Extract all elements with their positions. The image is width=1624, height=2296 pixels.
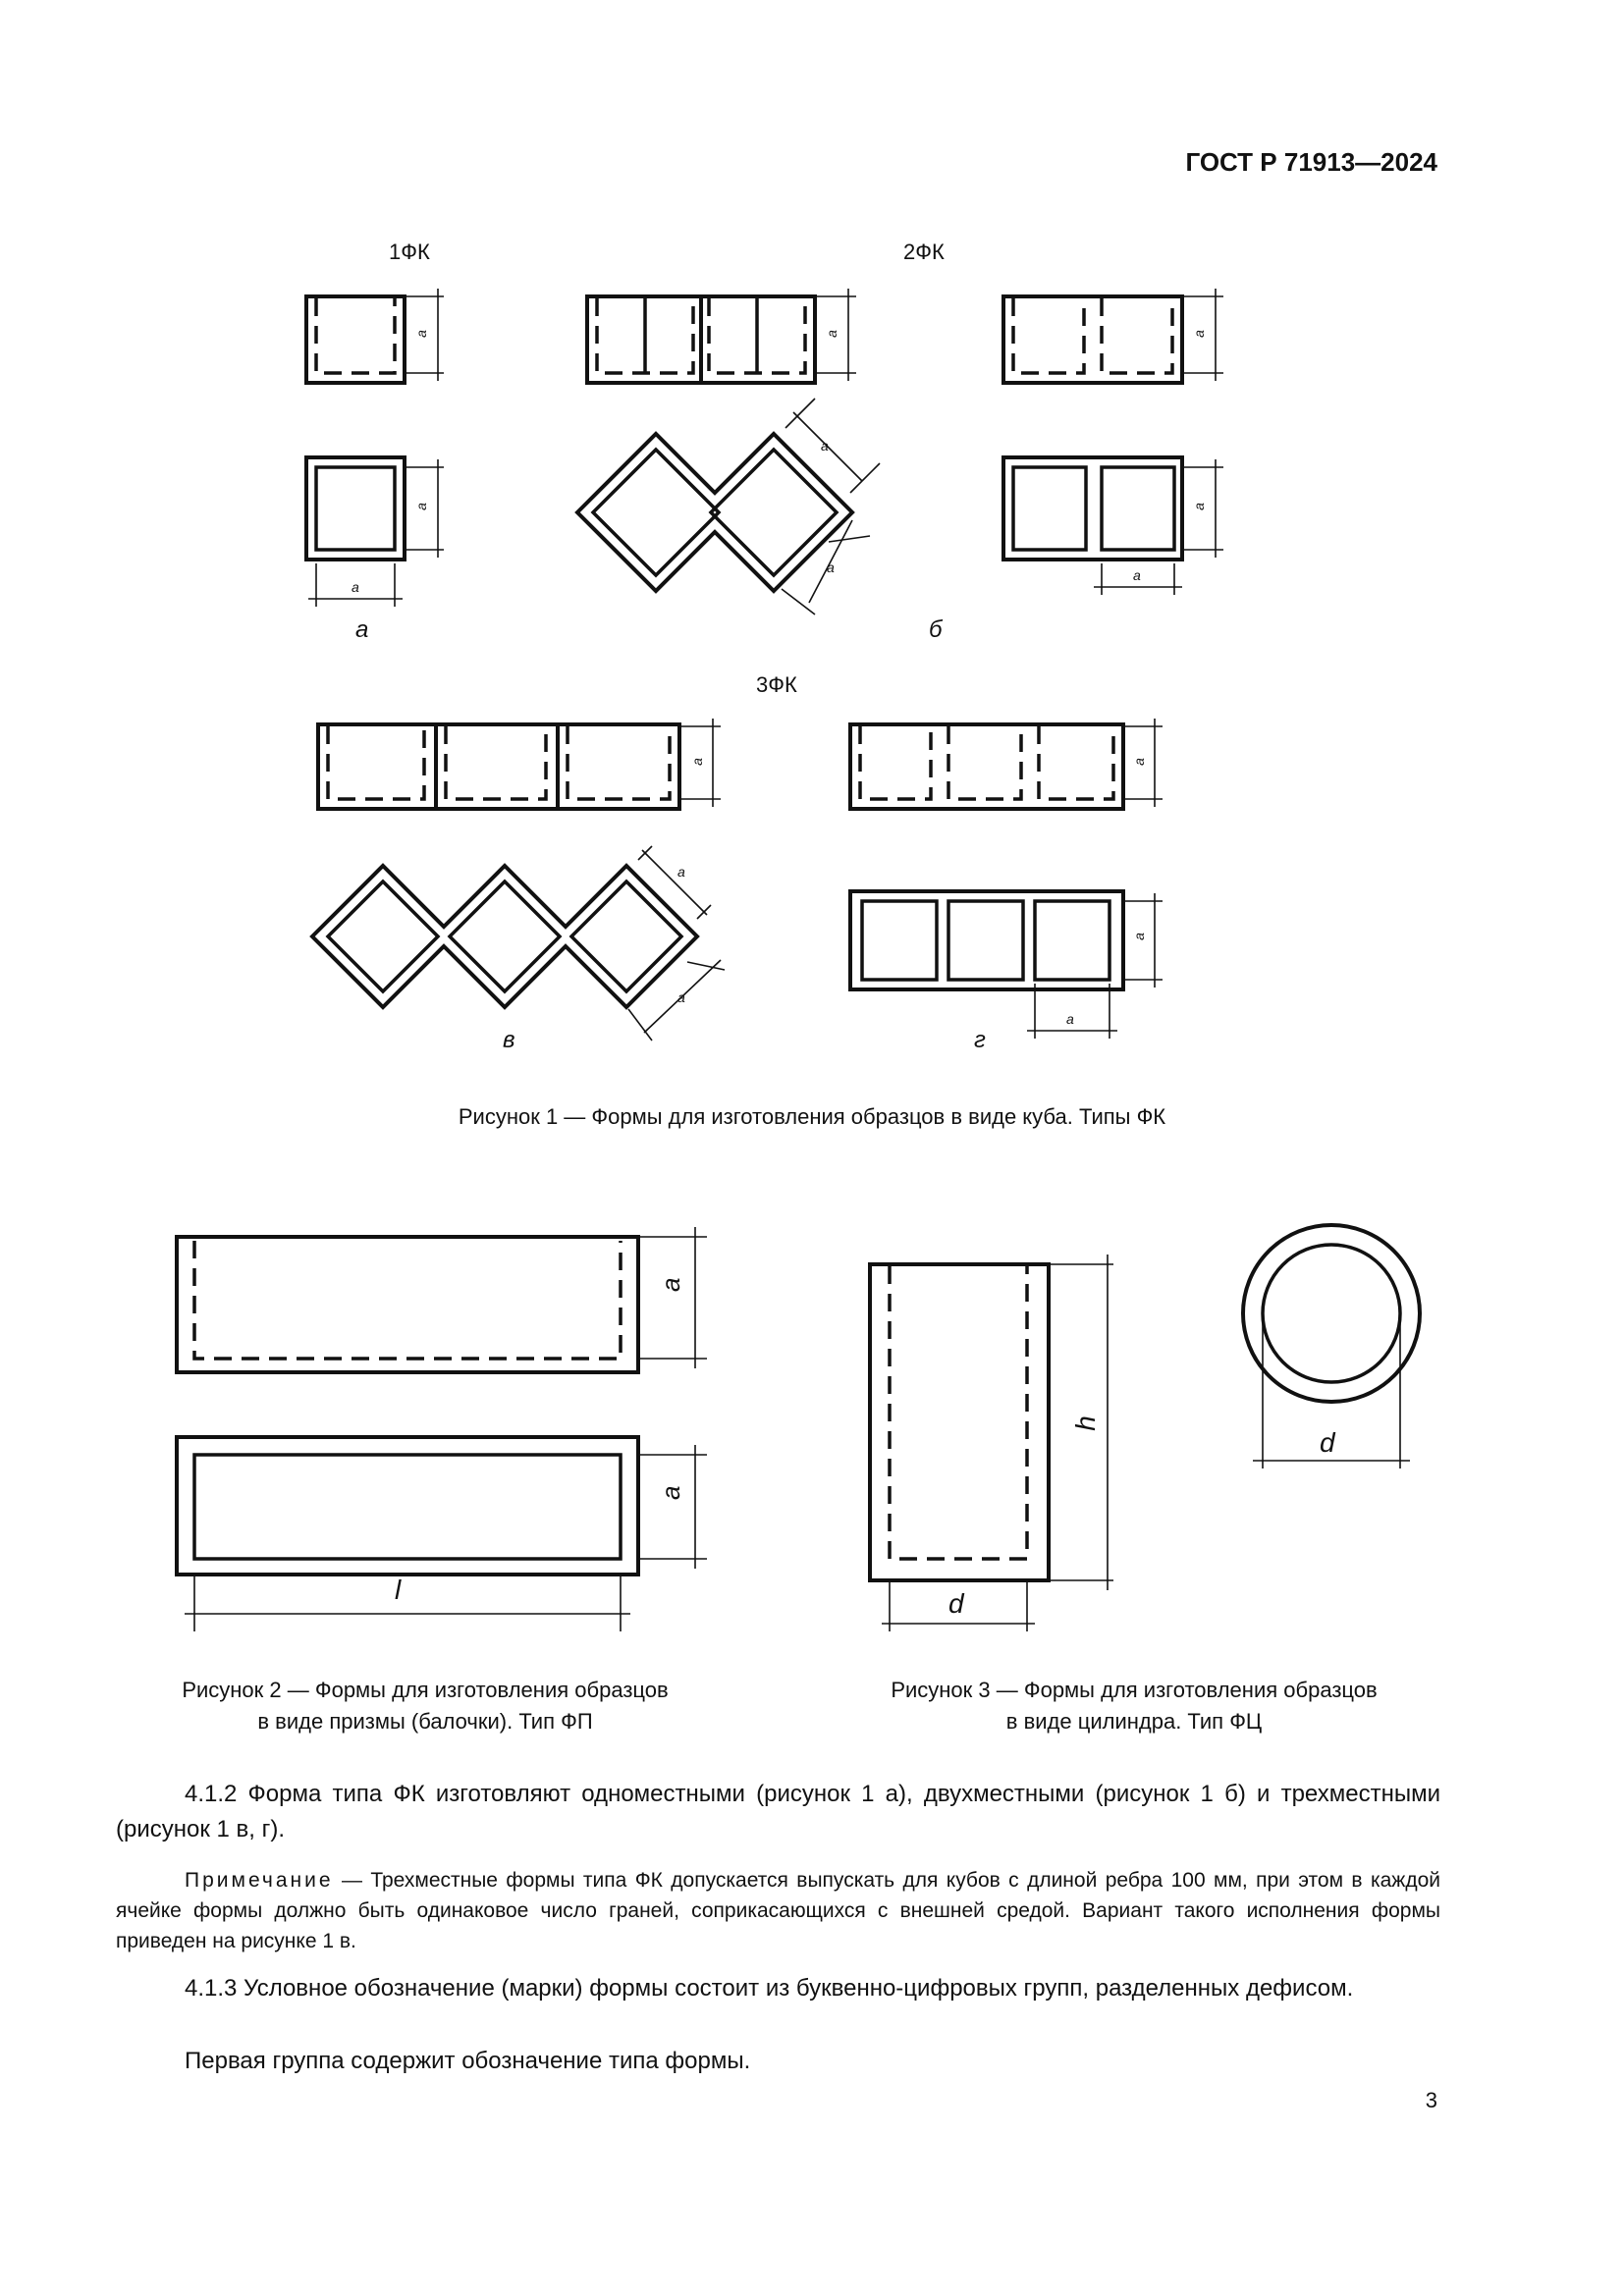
figure-1-drawing [0,0,1624,1080]
dim-label: а [1190,330,1207,338]
sublabel-v: в [503,1027,515,1053]
dim-label: а [412,503,429,510]
dim-label-d: d [948,1588,964,1619]
prism-side-view [177,1227,707,1372]
prism-plan-view [177,1437,707,1631]
dim-label: а [688,758,705,766]
page-number: 3 [1425,2088,1437,2112]
sublabel-a: а [355,616,369,643]
paragraph-4-1-2: 4.1.2 Форма типа ФК изготовляют одноместными (рисунок 1 а), двухместными (рисунок 1 б) и трехместными (рисунок 1 в, г). [116,1781,1440,1842]
dim-label-h: h [1069,1415,1101,1431]
dim-label: а [677,864,685,880]
figures-2-3-drawing [0,1178,1624,1669]
note-label: Примечание [185,1869,334,1892]
dim-label: а [352,579,359,595]
figure-1-caption: Рисунок 1 — Формы для изготовления образцов в виде куба. Типы ФК [458,1104,1166,1129]
dim-label: а [823,330,839,338]
label-3fk: 3ФК [756,672,797,697]
note-body: — Трехместные формы типа ФК допускается выпускать для кубов с длиной ребра 100 мм, при этом в каждой ячейке формы должно быть одинаковое число граней, соприкасающихся с внешней средой. Вариант такого исполнения формы приведен на рисунке 1 в. [116,1869,1440,1952]
dim-label: а [821,438,829,454]
form-3fk-diamonds [312,846,725,1041]
svg-text:a: a [656,1277,685,1292]
dim-label: а [1190,503,1207,510]
paragraph-first-group: Первая группа содержит обозначение типа формы. [185,2048,751,2074]
figure-2-caption: Рисунок 2 — Формы для изготовления образцов в виде призмы (балочки). Тип ФП [182,1678,669,1734]
dim-label: а [1130,933,1147,940]
dim-label: а [412,330,429,338]
dim-label: а [1066,1011,1074,1027]
sublabel-b: б [929,616,943,643]
dim-label: а [1133,567,1141,583]
dim-label-l: l [395,1575,402,1605]
form-2fk-diamonds [577,399,880,614]
form-1fk-plan [306,457,444,607]
form-3fk-side-b [850,719,1163,809]
form-2fk-plan [1003,457,1223,595]
dim-label: а [677,989,685,1005]
form-3fk-plan [850,891,1163,1039]
dim-label: а [827,560,835,575]
sublabel-g: г [974,1027,986,1053]
dim-label-d: d [1320,1427,1335,1458]
figure-3-caption: Рисунок 3 — Формы для изготовления образцов в виде цилиндра. Тип ФЦ [891,1678,1378,1734]
dim-label: а [1130,758,1147,766]
note-paragraph [116,1865,1440,1956]
svg-text:a: a [656,1485,685,1500]
cylinder-side-view [870,1255,1113,1631]
form-3fk-side-a [318,719,721,809]
label-1fk: 1ФК [389,240,430,264]
form-2fk-side-a [587,289,856,383]
label-2fk: 2ФК [903,240,945,264]
document-code: ГОСТ Р 71913—2024 [1185,147,1437,177]
paragraph-4-1-3: 4.1.3 Условное обозначение (марки) формы состоит из буквенно-цифровых групп, разделенных дефисом. [185,1975,1354,2002]
